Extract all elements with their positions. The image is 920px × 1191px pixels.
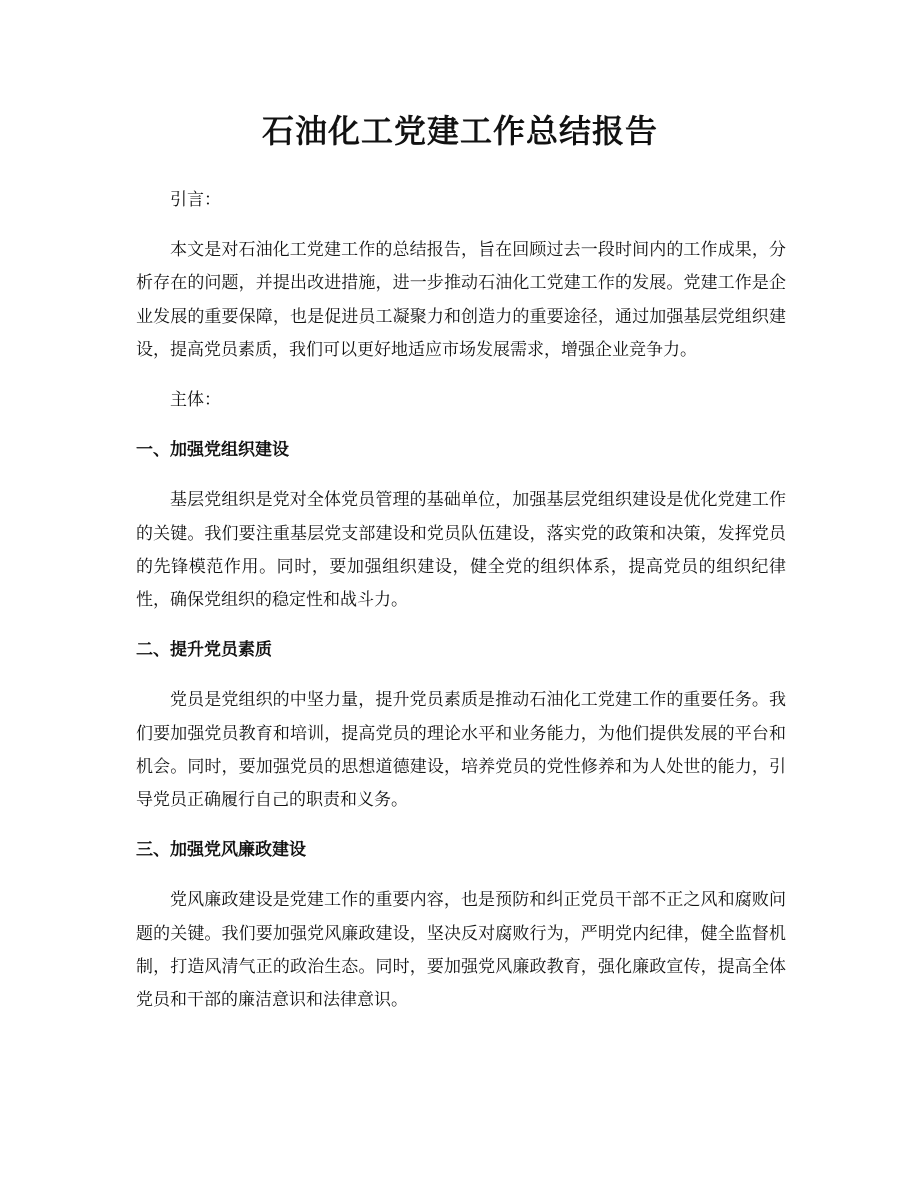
- document-body: [136, 184, 786, 1017]
- section-heading-1: 一、加强党组织建设: [136, 440, 289, 461]
- body-label: 主体：: [170, 390, 221, 411]
- section-paragraph-1: 基层党组织是党对全体党员管理的基础单位，加强基层党组织建设是优化党建工作的关键。我们要注重基层党支部建设和党员队伍建设，落实党的政策和决策，发挥党员的先锋模范作用。同时，要加强组织建设，健全党的组织体系，提高党员的组织纪律性，确保党组织的稳定性和战斗力。: [136, 490, 786, 611]
- section-heading-3: 三、加强党风廉政建设: [136, 840, 306, 861]
- intro-paragraph: 本文是对石油化工党建工作的总结报告，旨在回顾过去一段时间内的工作成果，分析存在的问题，并提出改进措施，进一步推动石油化工党建工作的发展。党建工作是企业发展的重要保障，也是促进员工凝聚力和创造力的重要途径，通过加强基层党组织建设，提高党员素质，我们可以更好地适应市场发展需求，增强企业竞争力。: [136, 240, 786, 360]
- intro-label: 引言：: [170, 190, 221, 210]
- section-paragraph-2: 党员是党组织的中坚力量，提升党员素质是推动石油化工党建工作的重要任务。我们要加强党员教育和培训，提高党员的理论水平和业务能力，为他们提供发展的平台和机会。同时，要加强党员的思想道德建设，培养党员的党性修养和为人处世的能力，引导党员正确履行自己的职责和义务。: [136, 690, 786, 811]
- section-heading-2: 二、提升党员素质: [136, 640, 272, 661]
- section-paragraph-3: 党风廉政建设是党建工作的重要内容，也是预防和纠正党员干部不正之风和腐败问题的关键。我们要加强党风廉政建设，坚决反对腐败行为，严明党内纪律，健全监督机制，打造风清气正的政治生态。同时，要加强党风廉政教育，强化廉政宣传，提高全体党员和干部的廉洁意识和法律意识。: [136, 890, 786, 1011]
- document-title: 石油化工党建工作总结报告: [261, 112, 658, 150]
